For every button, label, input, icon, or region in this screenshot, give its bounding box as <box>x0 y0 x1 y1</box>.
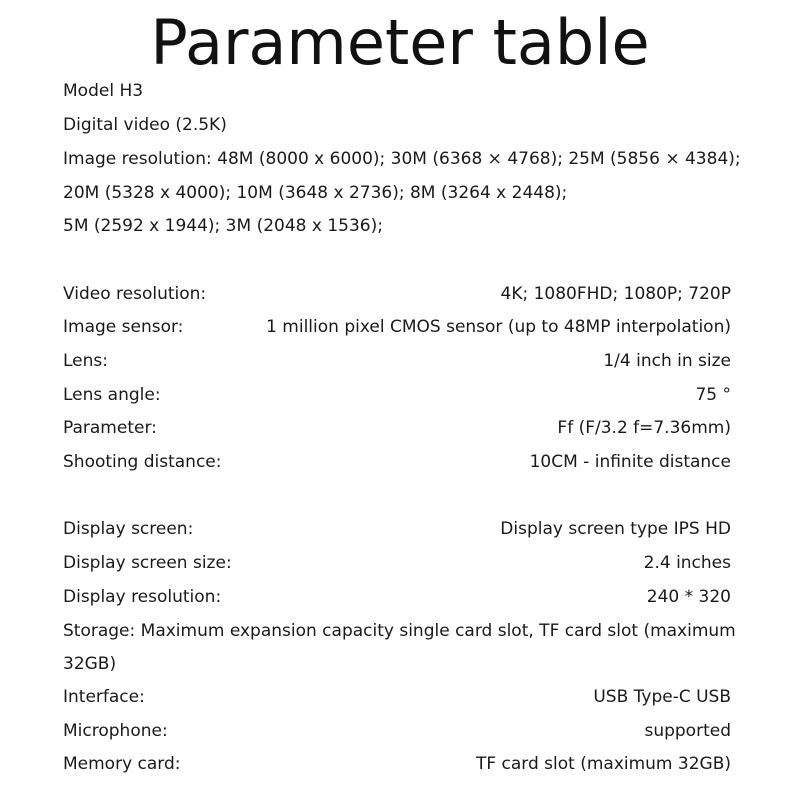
spec-label: Parameter: <box>63 418 157 438</box>
spec-row-image-sensor <box>63 315 731 339</box>
spec-label: Lens angle: <box>63 385 161 405</box>
spec-row-video-resolution <box>63 282 731 306</box>
storage-line-2: 32GB) <box>63 654 117 674</box>
spec-label: Display screen size: <box>63 553 232 573</box>
spec-value: USB Type-C USB <box>593 687 731 707</box>
storage-line-1: Storage: Maximum expansion capacity single card slot, TF card slot (maximum <box>63 621 736 641</box>
spec-value: 4K; 1080FHD; 1080P; 720P <box>500 284 731 304</box>
image-resolution-line-1: Image resolution: 48M (8000 x 6000); 30M (6368 × 4768); 25M (5856 × 4384); <box>63 149 741 169</box>
spec-label: Lens: <box>63 351 108 371</box>
spec-label: Interface: <box>63 687 145 707</box>
spec-row-display-resolution <box>63 585 731 609</box>
spec-value: 1 million pixel CMOS sensor (up to 48MP interpolation) <box>266 317 731 337</box>
spec-value: supported <box>644 721 731 741</box>
image-resolution-line-2: 20M (5328 x 4000); 10M (3648 x 2736); 8M (3264 x 2448); <box>63 183 568 203</box>
spec-value: 2.4 inches <box>643 553 731 573</box>
spec-label: Memory card: <box>63 754 181 774</box>
spec-label: Shooting distance: <box>63 452 222 472</box>
spec-label: Image sensor: <box>63 317 184 337</box>
spec-value: 75 ° <box>695 385 731 405</box>
spec-row-display-screen-size <box>63 551 731 575</box>
spec-value: 1/4 inch in size <box>603 351 731 371</box>
spec-row-interface <box>63 685 731 709</box>
spec-value: 10CM - infinite distance <box>529 452 731 472</box>
spec-row-lens-angle <box>63 383 731 407</box>
spec-row-microphone <box>63 719 731 743</box>
image-resolution-line-3: 5M (2592 x 1944); 3M (2048 x 1536); <box>63 216 383 236</box>
spec-label: Display screen: <box>63 519 194 539</box>
spec-row-parameter <box>63 416 731 440</box>
spec-row-display-screen <box>63 517 731 541</box>
spec-row-memory-card <box>63 752 731 776</box>
spec-value: Ff (F/3.2 f=7.36mm) <box>557 418 731 438</box>
spec-value: TF card slot (maximum 32GB) <box>475 754 731 774</box>
model-line: Model H3 <box>63 81 144 101</box>
spec-label: Microphone: <box>63 721 168 741</box>
spec-row-shooting-distance <box>63 450 731 474</box>
spec-value: 240 * 320 <box>646 587 731 607</box>
spec-row-lens <box>63 349 731 373</box>
digital-video-line: Digital video (2.5K) <box>63 115 227 135</box>
spec-label: Display resolution: <box>63 587 222 607</box>
spec-value: Display screen type IPS HD <box>500 519 731 539</box>
page-title: Parameter table <box>150 6 650 79</box>
spec-label: Video resolution: <box>63 284 207 304</box>
